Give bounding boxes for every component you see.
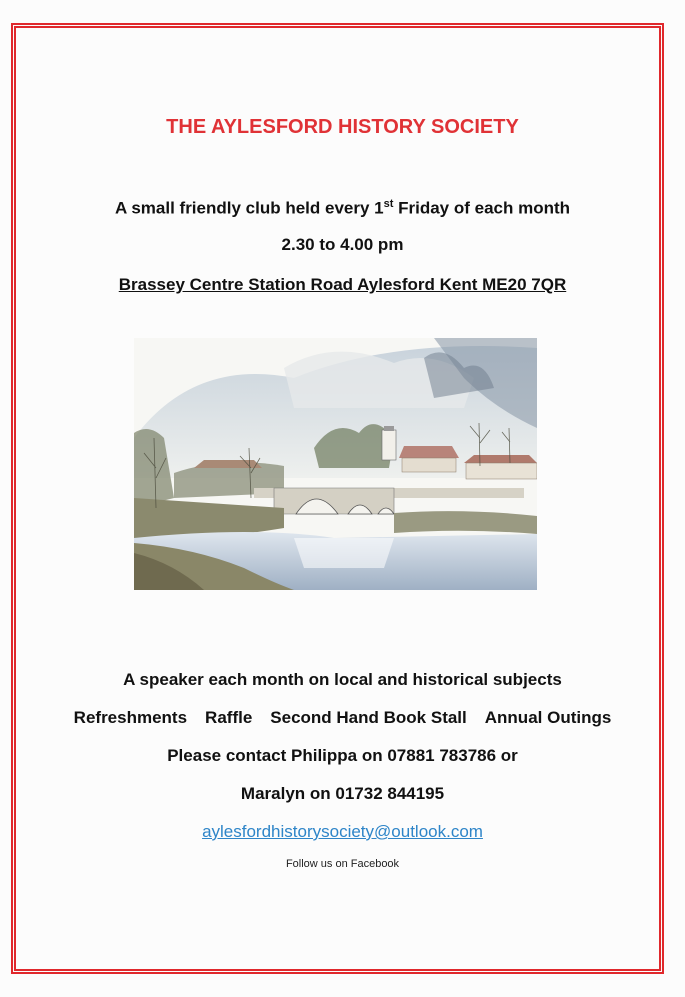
meeting-time: 2.30 to 4.00 pm — [281, 235, 404, 254]
feature-item: Refreshments — [73, 708, 188, 727]
feature-item: Raffle — [205, 708, 253, 727]
features-line — [0, 708, 685, 728]
aylesford-bridge-painting — [134, 338, 537, 590]
page-title: THE AYLESFORD HISTORY SOCIETY — [166, 116, 519, 138]
feature-item: Annual Outings — [484, 708, 612, 727]
contact-line-philippa: Please contact Philippa on 07881 783786 or — [167, 746, 518, 765]
facebook-note: Follow us on Facebook — [285, 858, 400, 870]
feature-item: Second Hand Book Stall — [270, 708, 467, 727]
address: Brassey Centre Station Road Aylesford Kent ME20 7QR — [118, 275, 567, 294]
speaker-line: A speaker each month on local and historical subjects — [123, 670, 562, 689]
email-link[interactable]: aylesfordhistorysociety@outlook.com — [202, 822, 483, 841]
contact-line-maralyn: Maralyn on 01732 844195 — [240, 784, 445, 803]
intro-line: A small friendly club held every 1st Friday of each month — [114, 198, 571, 218]
